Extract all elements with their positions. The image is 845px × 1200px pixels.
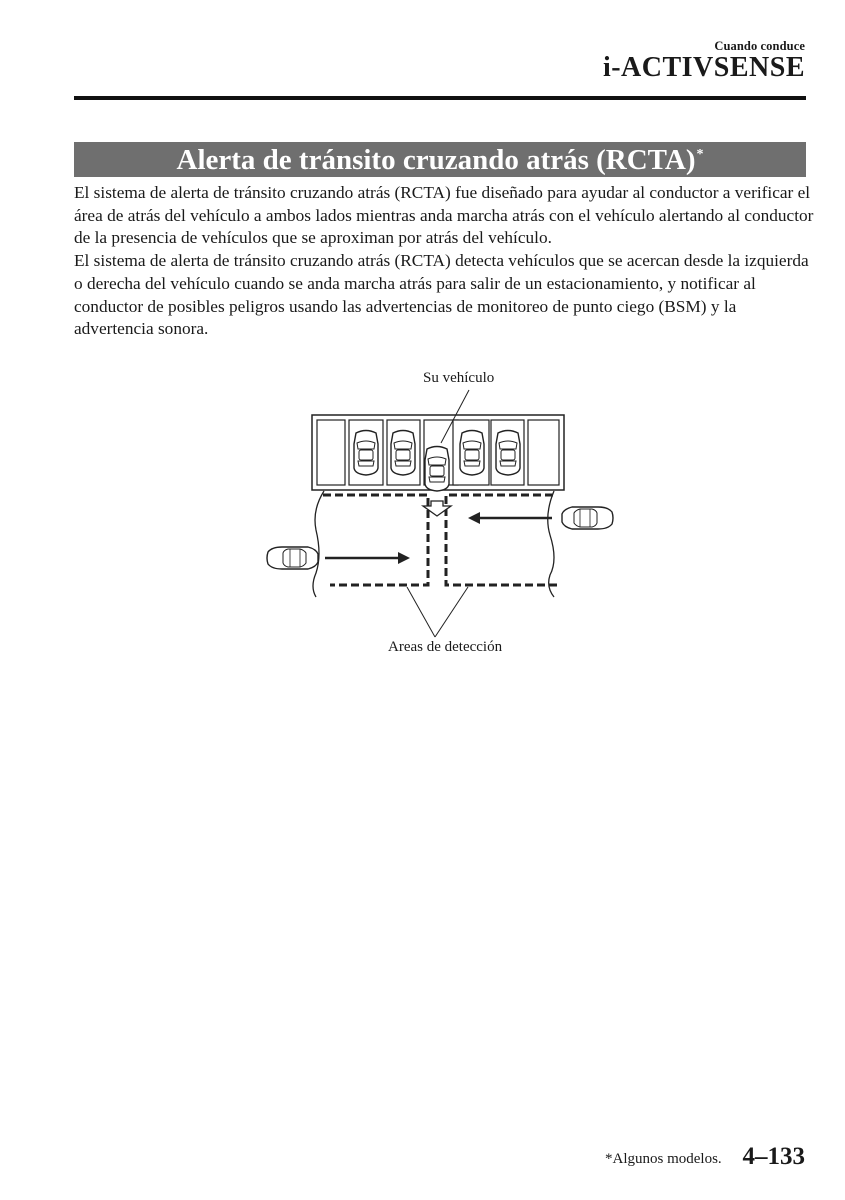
section-title-bar <box>74 142 806 177</box>
paragraph-2: El sistema de alerta de tránsito cruzando atrás (RCTA) detecta vehículos que se acercan desde la izquierda o derecha del vehículo cuando se anda marcha atrás para salir de un estacionamiento, y notificar al conductor de posibles peligros usando las advertencias de monitoreo de punto ciego (BSM) y la advertencia sonora. <box>74 251 809 339</box>
optional-marker: * <box>696 147 704 162</box>
chapter-title: i-ACTIVSENSE <box>602 52 805 83</box>
label-your-vehicle: Su vehículo <box>423 370 495 386</box>
label-detection-areas: Areas de detección <box>388 639 503 655</box>
section-title: Alerta de tránsito cruzando atrás (RCTA) <box>176 144 696 176</box>
rcta-diagram <box>250 365 630 665</box>
body-text <box>74 182 814 341</box>
footnote: *Algunos modelos. <box>605 1151 722 1167</box>
section-name: Cuando conduce <box>714 39 805 53</box>
paragraph-1: El sistema de alerta de tránsito cruzando atrás (RCTA) fue diseñado para ayudar al conductor a verificar el área de atrás del vehículo a ambos lados mientras anda marcha atrás con el vehículo alertando al conductor de la presencia de vehículos que se aproximan por atrás del vehículo. <box>74 183 814 248</box>
header-rule <box>74 96 806 100</box>
page-number: 4–133 <box>742 1143 805 1170</box>
